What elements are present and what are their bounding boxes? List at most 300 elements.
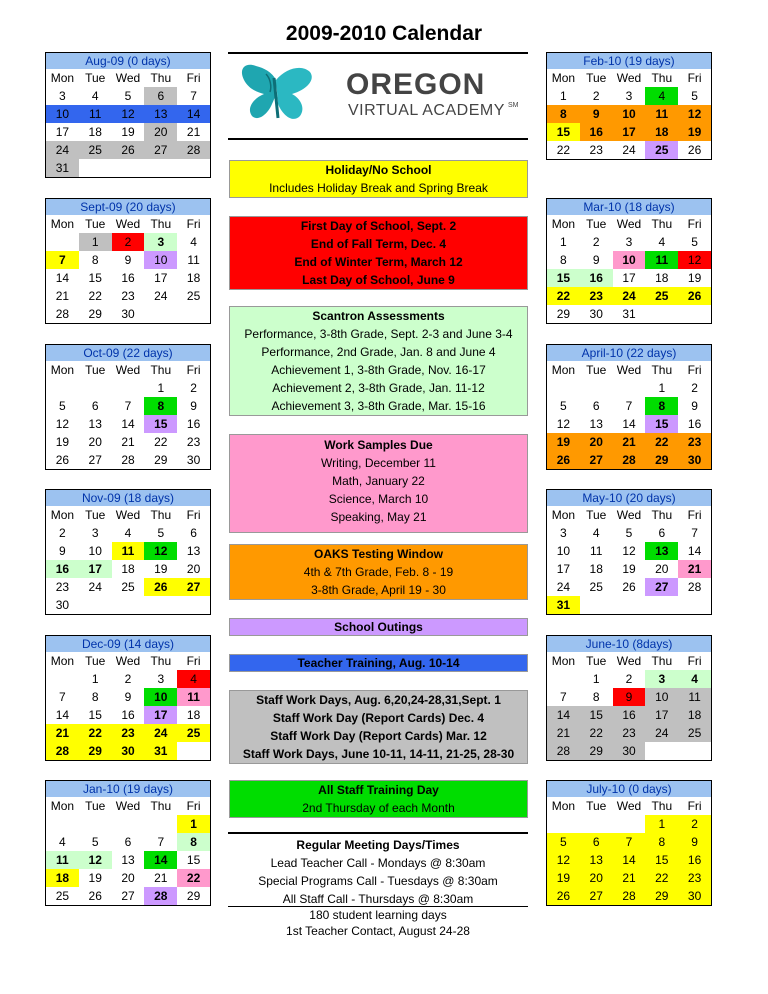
day-cell	[144, 159, 177, 177]
day-cell	[177, 596, 210, 614]
legend-outings: School Outings	[229, 618, 528, 636]
week-row	[547, 379, 711, 397]
day-cell: 21	[547, 724, 580, 742]
day-cell: 20	[186, 562, 201, 576]
week-row	[46, 451, 210, 469]
day-cell: 23	[55, 580, 70, 594]
week-row	[46, 524, 210, 542]
day-cell	[645, 596, 678, 614]
day-cell: 18	[88, 125, 102, 139]
day-cell: 30	[678, 451, 711, 469]
week-row	[46, 724, 210, 742]
day-cell: 27	[121, 889, 135, 903]
weekday-label: Tue	[586, 654, 607, 668]
day-cell: 13	[580, 851, 613, 869]
day-cell: 11	[589, 544, 603, 558]
day-cell: 3	[645, 670, 678, 688]
day-cell: 23	[121, 289, 135, 303]
day-cell: 8	[91, 253, 99, 267]
day-cell: 3	[560, 526, 567, 540]
day-cell: 30	[55, 598, 70, 612]
weekday-label: Fri	[186, 71, 201, 85]
day-cell: 28	[121, 453, 135, 467]
week-row	[46, 815, 210, 833]
day-cell: 29	[580, 742, 613, 760]
day-cell: 4	[678, 670, 711, 688]
day-cell: 12	[55, 417, 70, 431]
day-cell: 14	[144, 851, 177, 869]
day-cell: 4	[59, 835, 66, 849]
week-row	[547, 742, 711, 760]
weekday-row	[547, 797, 711, 815]
day-cell	[678, 305, 711, 323]
week-row	[46, 851, 210, 869]
day-cell: 21	[154, 871, 168, 885]
day-cell: 28	[687, 580, 702, 594]
day-cell: 14	[687, 544, 702, 558]
day-cell: 30	[186, 453, 201, 467]
weekday-label: Tue	[586, 363, 607, 377]
weekday-label: Thu	[651, 654, 673, 668]
legend-work-samples	[229, 434, 528, 533]
staff-training-line: 2nd Thursday of each Month	[302, 801, 455, 815]
day-cell	[46, 233, 79, 251]
day-cell: 25	[645, 287, 678, 305]
day-cell: 20	[580, 869, 613, 887]
day-cell: 30	[121, 307, 135, 321]
day-cell	[79, 159, 112, 177]
scantron-line: Achievement 2, 3-8th Grade, Jan. 11-12	[272, 381, 485, 395]
week-row	[46, 415, 210, 433]
weekday-label: Tue	[85, 654, 106, 668]
week-row	[547, 706, 711, 724]
day-cell: 20	[144, 123, 177, 141]
weekday-label: Fri	[186, 217, 201, 231]
day-cell: 4	[645, 87, 678, 105]
day-cell: 9	[580, 105, 613, 123]
footer-line: 180 student learning days	[309, 908, 447, 922]
day-cell	[645, 742, 678, 760]
day-cell: 8	[592, 690, 600, 704]
day-cell: 26	[678, 287, 711, 305]
weekday-label: Thu	[150, 508, 172, 522]
day-cell: 18	[655, 271, 669, 285]
week-row	[547, 269, 711, 287]
day-cell: 3	[59, 89, 66, 103]
month-title: Feb-10 (19 days)	[547, 53, 711, 69]
weekday-label: Fri	[186, 799, 201, 813]
weekday-label: Thu	[150, 71, 172, 85]
day-cell: 30	[589, 307, 603, 321]
day-cell: 15	[547, 123, 580, 141]
week-row	[46, 596, 210, 614]
day-cell: 8	[547, 105, 580, 123]
legend-holiday	[229, 160, 528, 198]
day-cell: 1	[658, 381, 666, 395]
weekday-label: Wed	[115, 217, 141, 231]
day-cell: 25	[55, 889, 70, 903]
day-cell	[547, 815, 580, 833]
day-cell: 13	[88, 417, 102, 431]
day-cell: 17	[154, 271, 168, 285]
day-cell	[46, 670, 79, 688]
day-cell: 4	[177, 670, 210, 688]
weekday-label: Fri	[186, 654, 201, 668]
day-cell	[613, 815, 646, 833]
day-cell	[46, 815, 79, 833]
legend-holiday-line: Includes Holiday Break and Spring Break	[269, 181, 488, 195]
day-cell: 9	[190, 399, 197, 413]
day-cell: 7	[46, 251, 79, 269]
week-row	[547, 596, 711, 614]
day-cell: 6	[91, 399, 99, 413]
day-cell: 27	[177, 578, 210, 596]
day-cell: 20	[655, 562, 669, 576]
day-cell: 2	[112, 233, 145, 251]
day-cell	[144, 815, 177, 833]
day-cell	[79, 596, 112, 614]
weekday-label: Mon	[551, 508, 576, 522]
day-cell: 10	[144, 688, 177, 706]
day-cell: 19	[55, 435, 70, 449]
day-cell: 25	[121, 580, 135, 594]
weekday-label: Tue	[586, 217, 607, 231]
scantron-line: Achievement 1, 3-8th Grade, Nov. 16-17	[271, 363, 486, 377]
month-title: Sept-09 (20 days)	[46, 199, 210, 215]
day-cell: 5	[691, 235, 698, 249]
oaks-line: 3-8th Grade, April 19 - 30	[311, 583, 446, 597]
day-cell: 21	[55, 289, 70, 303]
day-cell	[112, 159, 145, 177]
day-cell: 16	[687, 417, 702, 431]
day-cell	[177, 159, 210, 177]
day-cell: 13	[645, 542, 678, 560]
weekday-label: Wed	[115, 363, 141, 377]
day-cell	[580, 596, 613, 614]
oaks-line: 4th & 7th Grade, Feb. 8 - 19	[303, 565, 454, 579]
day-cell: 14	[55, 271, 70, 285]
legend-staff-training-title: All Staff Training Day	[318, 783, 439, 797]
key-date-line: End of Winter Term, March 12	[294, 255, 463, 269]
day-cell: 13	[121, 853, 135, 867]
day-cell: 2	[124, 672, 132, 686]
day-cell: 29	[186, 889, 201, 903]
day-cell: 26	[144, 578, 177, 596]
day-cell: 23	[613, 724, 646, 742]
day-cell: 31	[144, 742, 177, 760]
day-cell: 1	[177, 815, 210, 833]
weekday-label: Wed	[616, 71, 642, 85]
staff-work-line: Staff Work Days, June 10-11, 14-11, 21-25, 28-30	[242, 747, 515, 761]
week-row	[46, 887, 210, 905]
day-cell: 13	[144, 105, 177, 123]
day-cell: 26	[112, 141, 145, 159]
day-cell: 21	[678, 560, 711, 578]
day-cell: 19	[678, 123, 711, 141]
day-cell: 5	[560, 399, 567, 413]
day-cell	[112, 596, 145, 614]
day-cell: 18	[678, 706, 711, 724]
weekday-label: Fri	[687, 799, 702, 813]
day-cell: 10	[613, 251, 646, 269]
day-cell: 7	[157, 835, 165, 849]
meetings-title: Regular Meeting Days/Times	[296, 838, 460, 852]
day-cell: 29	[79, 742, 112, 760]
divider-meetings	[228, 832, 528, 834]
day-cell: 12	[144, 542, 177, 560]
day-cell: 23	[678, 869, 711, 887]
weekday-label: Thu	[651, 217, 673, 231]
key-date-line: Last Day of School, June 9	[302, 273, 455, 287]
week-row	[547, 542, 711, 560]
day-cell: 18	[46, 869, 79, 887]
day-cell: 16	[121, 708, 135, 722]
day-cell: 3	[144, 233, 177, 251]
weekday-label: Thu	[150, 654, 172, 668]
day-cell: 15	[88, 271, 102, 285]
day-cell: 19	[154, 562, 168, 576]
week-row	[547, 833, 711, 851]
day-cell	[79, 815, 112, 833]
weekday-label: Tue	[85, 71, 106, 85]
day-cell: 12	[112, 105, 145, 123]
day-cell: 27	[580, 451, 613, 469]
day-cell: 15	[645, 851, 678, 869]
weekday-label: Tue	[85, 799, 106, 813]
week-row	[547, 305, 711, 323]
weekday-row	[46, 797, 210, 815]
legend-staff-training	[229, 780, 528, 818]
day-cell: 24	[613, 287, 646, 305]
month-calendar	[546, 780, 712, 906]
day-cell: 16	[678, 851, 711, 869]
day-cell: 29	[645, 451, 678, 469]
day-cell: 28	[547, 742, 580, 760]
week-row	[547, 233, 711, 251]
day-cell: 13	[589, 417, 603, 431]
month-calendar	[546, 198, 712, 324]
day-cell: 17	[144, 706, 177, 724]
day-cell: 14	[547, 706, 580, 724]
weekday-label: Tue	[85, 508, 106, 522]
day-cell: 27	[580, 887, 613, 905]
month-title: Dec-09 (14 days)	[46, 636, 210, 652]
week-row	[547, 287, 711, 305]
day-cell: 9	[59, 544, 66, 558]
day-cell: 19	[687, 271, 702, 285]
month-calendar	[45, 489, 211, 615]
day-cell: 30	[112, 742, 145, 760]
week-row	[46, 869, 210, 887]
day-cell: 8	[560, 253, 567, 267]
week-row	[547, 688, 711, 706]
day-cell: 22	[580, 724, 613, 742]
weekday-label: Wed	[115, 654, 141, 668]
day-cell: 22	[79, 724, 112, 742]
weekday-label: Fri	[186, 508, 201, 522]
day-cell: 11	[678, 688, 711, 706]
weekday-label: Wed	[616, 508, 642, 522]
day-cell: 12	[547, 851, 580, 869]
week-row	[547, 578, 711, 596]
weekday-label: Fri	[687, 508, 702, 522]
work-sample-line: Science, March 10	[328, 492, 429, 506]
weekday-label: Fri	[687, 363, 702, 377]
day-cell: 1	[560, 89, 567, 103]
month-title: April-10 (22 days)	[547, 345, 711, 361]
day-cell: 12	[79, 851, 112, 869]
day-cell	[613, 596, 646, 614]
day-cell: 28	[55, 307, 70, 321]
day-cell: 25	[645, 141, 678, 159]
day-cell	[580, 815, 613, 833]
work-sample-line: Writing, December 11	[321, 456, 436, 470]
day-cell	[46, 379, 79, 397]
weekday-label: Thu	[651, 799, 673, 813]
legend-work-samples-title: Work Samples Due	[324, 438, 433, 452]
day-cell: 31	[547, 596, 580, 614]
week-row	[547, 141, 711, 159]
weekday-label: Wed	[616, 217, 642, 231]
day-cell: 4	[658, 235, 666, 249]
divider-top	[228, 52, 528, 54]
day-cell: 28	[177, 141, 210, 159]
day-cell: 3	[91, 526, 99, 540]
meeting-times	[228, 836, 528, 908]
week-row	[46, 397, 210, 415]
day-cell: 27	[645, 578, 678, 596]
day-cell	[547, 670, 580, 688]
day-cell: 9	[124, 690, 132, 704]
day-cell: 15	[547, 269, 580, 287]
day-cell: 16	[613, 706, 646, 724]
day-cell: 15	[186, 853, 201, 867]
day-cell: 19	[622, 562, 636, 576]
day-cell: 22	[154, 435, 168, 449]
day-cell	[547, 379, 580, 397]
week-row	[547, 123, 711, 141]
week-row	[547, 251, 711, 269]
day-cell: 28	[46, 742, 79, 760]
weekday-label: Fri	[687, 654, 702, 668]
day-cell: 6	[580, 833, 613, 851]
day-cell: 25	[589, 580, 603, 594]
day-cell: 7	[124, 399, 132, 413]
day-cell: 3	[157, 672, 165, 686]
day-cell: 4	[91, 89, 99, 103]
day-cell: 26	[687, 143, 702, 157]
weekday-label: Wed	[115, 799, 141, 813]
day-cell: 12	[622, 544, 636, 558]
week-row	[46, 305, 210, 323]
legend-key-dates	[229, 216, 528, 290]
day-cell: 21	[613, 433, 646, 451]
school-logo	[236, 58, 526, 130]
weekday-row	[547, 652, 711, 670]
day-cell: 18	[186, 708, 201, 722]
key-date-line: First Day of School, Sept. 2	[300, 219, 457, 233]
weekday-label: Mon	[551, 217, 576, 231]
weekday-label: Mon	[551, 71, 576, 85]
scantron-line: Performance, 2nd Grade, Jan. 8 and June 4	[261, 345, 496, 359]
day-cell: 9	[592, 253, 600, 267]
day-cell: 21	[186, 125, 201, 139]
weekday-label: Wed	[616, 654, 642, 668]
legend-oaks	[229, 544, 528, 600]
day-cell: 1	[157, 381, 165, 395]
month-title: Mar-10 (18 days)	[547, 199, 711, 215]
day-cell: 7	[613, 833, 646, 851]
day-cell: 11	[645, 105, 678, 123]
day-cell: 23	[589, 143, 603, 157]
day-cell: 22	[88, 289, 102, 303]
day-cell: 5	[91, 835, 99, 849]
day-cell: 17	[79, 560, 112, 578]
day-cell	[112, 379, 145, 397]
legend-oaks-title: OAKS Testing Window	[314, 547, 443, 561]
weekday-label: Mon	[50, 217, 75, 231]
day-cell: 4	[124, 526, 132, 540]
day-cell: 31	[46, 159, 79, 177]
day-cell: 3	[625, 235, 633, 249]
weekday-label: Mon	[50, 799, 75, 813]
week-row	[46, 287, 210, 305]
weekday-label: Thu	[651, 508, 673, 522]
week-row	[46, 670, 210, 688]
weekday-label: Fri	[186, 363, 201, 377]
day-cell: 20	[121, 871, 135, 885]
week-row	[46, 706, 210, 724]
day-cell: 30	[678, 887, 711, 905]
day-cell: 8	[645, 397, 678, 415]
day-cell: 15	[144, 415, 177, 433]
day-cell: 22	[645, 433, 678, 451]
day-cell: 14	[622, 417, 636, 431]
day-cell: 14	[55, 708, 70, 722]
day-cell: 16	[580, 269, 613, 287]
day-cell: 29	[645, 887, 678, 905]
month-title: May-10 (20 days)	[547, 490, 711, 506]
day-cell: 5	[547, 833, 580, 851]
meeting-line: Special Programs Call - Tuesdays @ 8:30am	[258, 874, 498, 888]
day-cell: 6	[124, 835, 132, 849]
day-cell: 7	[560, 690, 567, 704]
month-title: Nov-09 (18 days)	[46, 490, 210, 506]
day-cell: 24	[154, 289, 168, 303]
day-cell	[613, 379, 646, 397]
weekday-label: Mon	[551, 363, 576, 377]
logo-subtitle: VIRTUAL ACADEMY	[348, 102, 505, 119]
day-cell: 22	[645, 869, 678, 887]
day-cell: 19	[121, 125, 135, 139]
weekday-label: Mon	[551, 799, 576, 813]
day-cell	[144, 596, 177, 614]
legend-scantron	[229, 306, 528, 416]
day-cell: 9	[678, 833, 711, 851]
day-cell: 1	[645, 815, 678, 833]
day-cell: 11	[46, 851, 79, 869]
day-cell: 27	[144, 141, 177, 159]
weekday-row	[547, 506, 711, 524]
day-cell: 18	[589, 562, 603, 576]
day-cell: 6	[658, 526, 666, 540]
key-date-line: End of Fall Term, Dec. 4	[310, 237, 447, 251]
day-cell: 6	[190, 526, 197, 540]
day-cell: 24	[556, 580, 571, 594]
day-cell: 3	[625, 89, 633, 103]
week-row	[46, 251, 210, 269]
day-cell: 15	[645, 415, 678, 433]
